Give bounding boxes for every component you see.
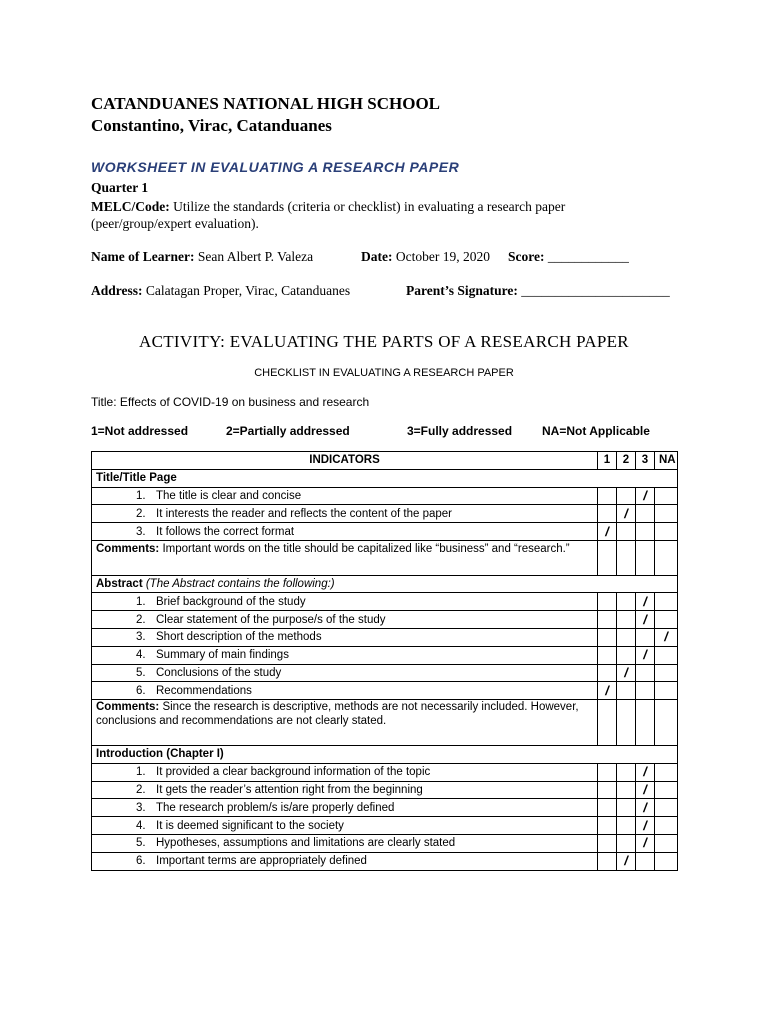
check-mark: / (643, 487, 647, 503)
comment-space-empty-cell (598, 728, 617, 745)
activity-title: ACTIVITY: EVALUATING THE PARTS OF A RESEARCH PAPER (139, 332, 629, 351)
checklist-title: CHECKLIST IN EVALUATING A RESEARCH PAPER (254, 367, 514, 379)
indicator-cell (92, 487, 598, 505)
quarter-label: Quarter 1 (91, 180, 149, 195)
learner-label: Name of Learner: (91, 249, 195, 264)
check-mark: / (643, 764, 647, 780)
table-row (92, 817, 678, 835)
signature-label: Parent’s Signature: (406, 283, 518, 298)
comment-space-empty-cell (598, 558, 617, 575)
comment-space-empty-cell (636, 558, 655, 575)
indicator-text: It gets the reader’s attention right from the beginning (156, 783, 423, 796)
rating-cell-na (655, 505, 678, 523)
rating-cell-1 (598, 664, 617, 682)
comment-label: Comments: (96, 543, 160, 556)
section-title-text: Title/Title Page (96, 472, 177, 485)
rating-cell-1 (598, 523, 617, 541)
comment-label: Comments: (96, 701, 160, 714)
rating-cell-3 (636, 682, 655, 700)
table-row (92, 505, 678, 523)
indicator-number: 5. (136, 837, 146, 850)
header-2: 2 (617, 452, 636, 470)
indicator-text: Brief background of the study (156, 595, 306, 608)
rating-cell-1 (598, 852, 617, 870)
table-row (92, 799, 678, 817)
table-row (92, 852, 678, 870)
legend-not-applicable: NA=Not Applicable (542, 424, 650, 438)
indicator-number: 5. (136, 666, 146, 679)
indicator-number: 3. (136, 525, 146, 538)
check-mark: / (643, 799, 647, 815)
section-title-text: Introduction (Chapter I) (96, 748, 224, 761)
header-1: 1 (598, 452, 617, 470)
rating-cell-3 (636, 834, 655, 852)
rating-cell-3 (636, 487, 655, 505)
indicator-cell (92, 505, 598, 523)
rating-cell-1 (598, 817, 617, 835)
indicator-text: Important terms are appropriately defined (156, 855, 367, 868)
rating-cell-3 (636, 664, 655, 682)
comment-empty-cell (598, 540, 617, 557)
indicator-number: 1. (136, 766, 146, 779)
table-row (92, 682, 678, 700)
comment-empty-cell (617, 540, 636, 557)
rating-cell-2 (617, 505, 636, 523)
rating-cell-1 (598, 628, 617, 646)
rating-cell-2 (617, 523, 636, 541)
section-row (92, 575, 678, 593)
indicator-cell (92, 628, 598, 646)
comment-empty-cell (636, 700, 655, 729)
indicator-cell (92, 852, 598, 870)
indicator-text: It interests the reader and reflects the content of the paper (156, 507, 452, 520)
table-row (92, 487, 678, 505)
rating-cell-2 (617, 834, 636, 852)
rating-cell-3 (636, 817, 655, 835)
comment-space-row (92, 728, 678, 745)
rating-cell-na (655, 763, 678, 781)
legend-not-addressed: 1=Not addressed (91, 424, 189, 438)
rating-cell-3 (636, 505, 655, 523)
rating-cell-2 (617, 664, 636, 682)
check-mark: / (643, 781, 647, 797)
check-mark: / (624, 505, 628, 521)
indicator-number: 4. (136, 819, 146, 832)
header-3: 3 (636, 452, 655, 470)
indicator-text: Recommendations (156, 684, 252, 697)
indicator-cell (92, 834, 598, 852)
melc-code (91, 198, 631, 232)
indicator-cell (92, 593, 598, 611)
comment-empty-cell (617, 700, 636, 729)
comment-space-cell (92, 558, 598, 575)
indicator-number: 2. (136, 507, 146, 520)
rating-cell-3 (636, 523, 655, 541)
table-row (92, 646, 678, 664)
checklist-table (91, 451, 678, 871)
check-mark: / (643, 611, 647, 627)
check-mark: / (643, 817, 647, 833)
rating-cell-na (655, 628, 678, 646)
rating-cell-na (655, 664, 678, 682)
check-mark: / (643, 647, 647, 663)
check-mark: / (624, 664, 628, 680)
rating-cell-3 (636, 593, 655, 611)
comment-space-empty-cell (617, 728, 636, 745)
section-row (92, 469, 678, 487)
rating-cell-3 (636, 852, 655, 870)
section-subtitle: (The Abstract contains the following:) (142, 577, 335, 590)
indicator-text: It is deemed significant to the society (156, 819, 344, 832)
comment-space-empty-cell (655, 558, 678, 575)
indicator-text: Summary of main findings (156, 649, 289, 662)
rating-cell-1 (598, 646, 617, 664)
section-title (92, 745, 678, 763)
rating-cell-1 (598, 834, 617, 852)
rating-cell-na (655, 682, 678, 700)
indicator-text: Short description of the methods (156, 631, 322, 644)
rating-cell-na (655, 611, 678, 629)
rating-cell-1 (598, 799, 617, 817)
date-field (361, 249, 490, 265)
indicator-text: Hypotheses, assumptions and limitations are clearly stated (156, 837, 456, 850)
rating-cell-2 (617, 593, 636, 611)
indicator-cell (92, 611, 598, 629)
header-na: NA (655, 452, 678, 470)
section-title (92, 575, 678, 593)
comment-space-empty-cell (636, 728, 655, 745)
rating-cell-na (655, 593, 678, 611)
learner-field (91, 249, 313, 265)
rating-cell-2 (617, 611, 636, 629)
rating-cell-2 (617, 763, 636, 781)
comment-row (92, 540, 678, 557)
indicator-number: 3. (136, 801, 146, 814)
learner-value: Sean Albert P. Valeza (197, 249, 314, 264)
paper-title: Title: Effects of COVID-19 on business and research (91, 395, 370, 409)
rating-cell-3 (636, 611, 655, 629)
indicator-text: The title is clear and concise (156, 489, 302, 502)
indicator-cell (92, 646, 598, 664)
rating-cell-1 (598, 505, 617, 523)
score-field (508, 249, 629, 265)
signature-value: ______________________ (521, 283, 670, 298)
table-row (92, 834, 678, 852)
address-label: Address: (91, 283, 143, 298)
school-name: CATANDUANES NATIONAL HIGH SCHOOL (91, 94, 441, 113)
rating-cell-na (655, 487, 678, 505)
section-title (92, 469, 678, 487)
rating-cell-3 (636, 646, 655, 664)
rating-cell-na (655, 781, 678, 799)
indicator-text: Conclusions of the study (156, 666, 282, 679)
comment-row (92, 700, 678, 729)
comment-space-row (92, 558, 678, 575)
table-row (92, 763, 678, 781)
indicator-cell (92, 763, 598, 781)
section-title-text: Abstract (96, 577, 143, 590)
rating-cell-2 (617, 799, 636, 817)
rating-cell-1 (598, 593, 617, 611)
address-field (91, 283, 350, 299)
rating-cell-na (655, 834, 678, 852)
date-value: October 19, 2020 (395, 249, 490, 264)
rating-cell-2 (617, 817, 636, 835)
indicator-number: 2. (136, 783, 146, 796)
comment-text: Important words on the title should be capitalized like “business” and “research.” (159, 543, 570, 556)
indicator-cell (92, 682, 598, 700)
indicator-cell (92, 781, 598, 799)
indicator-text: The research problem/s is/are properly defined (156, 801, 395, 814)
school-location: Constantino, Virac, Catanduanes (91, 116, 332, 135)
check-mark: / (605, 682, 609, 698)
comment-cell (92, 540, 598, 557)
rating-cell-2 (617, 852, 636, 870)
indicator-cell (92, 817, 598, 835)
melc-text: Utilize the standards (criteria or checklist) in evaluating a research paper (peer/group/expert evaluation). (91, 199, 566, 231)
rating-cell-1 (598, 763, 617, 781)
indicator-cell (92, 799, 598, 817)
check-mark: / (605, 523, 609, 539)
indicator-number: 6. (136, 684, 146, 697)
check-mark: / (643, 835, 647, 851)
header-indicators: INDICATORS (92, 452, 598, 470)
signature-field (406, 283, 670, 299)
rating-cell-3 (636, 799, 655, 817)
rating-cell-1 (598, 487, 617, 505)
legend-fully-addressed: 3=Fully addressed (407, 424, 513, 438)
worksheet-title: WORKSHEET IN EVALUATING A RESEARCH PAPER (91, 159, 460, 175)
rating-cell-na (655, 817, 678, 835)
indicator-text: Clear statement of the purpose/s of the study (156, 613, 386, 626)
table-header-row (92, 452, 678, 470)
rating-cell-na (655, 523, 678, 541)
rating-cell-2 (617, 487, 636, 505)
comment-space-cell (92, 728, 598, 745)
table-row (92, 611, 678, 629)
comment-empty-cell (655, 700, 678, 729)
comment-cell (92, 700, 598, 729)
table-row (92, 628, 678, 646)
indicator-cell (92, 664, 598, 682)
indicator-number: 2. (136, 613, 146, 626)
rating-cell-na (655, 646, 678, 664)
comment-text: Since the research is descriptive, methods are not necessarily included. However, conclusions and recommendations are not clearly stated. (96, 701, 579, 728)
rating-cell-1 (598, 781, 617, 799)
indicator-number: 1. (136, 489, 146, 502)
indicator-number: 4. (136, 649, 146, 662)
indicator-number: 3. (136, 631, 146, 644)
comment-space-empty-cell (617, 558, 636, 575)
check-mark: / (664, 629, 668, 645)
melc-label: MELC/Code: (91, 199, 170, 214)
rating-cell-2 (617, 628, 636, 646)
legend-partially-addressed: 2=Partially addressed (226, 424, 350, 438)
comment-empty-cell (655, 540, 678, 557)
score-label: Score: (508, 249, 545, 264)
table-row (92, 523, 678, 541)
score-value: ____________ (547, 249, 629, 264)
rating-cell-na (655, 852, 678, 870)
comment-empty-cell (598, 700, 617, 729)
indicator-number: 1. (136, 595, 146, 608)
section-row (92, 745, 678, 763)
rating-cell-2 (617, 682, 636, 700)
indicator-cell (92, 523, 598, 541)
table-row (92, 664, 678, 682)
rating-cell-1 (598, 611, 617, 629)
comment-empty-cell (636, 540, 655, 557)
table-body (92, 469, 678, 870)
check-mark: / (624, 853, 628, 869)
rating-cell-2 (617, 646, 636, 664)
indicator-text: It follows the correct format (156, 525, 295, 538)
rating-cell-3 (636, 628, 655, 646)
indicator-number: 6. (136, 855, 146, 868)
rating-cell-2 (617, 781, 636, 799)
rating-cell-3 (636, 781, 655, 799)
indicator-text: It provided a clear background information of the topic (156, 766, 431, 779)
check-mark: / (643, 593, 647, 609)
address-value: Calatagan Proper, Virac, Catanduanes (145, 283, 351, 298)
rating-cell-1 (598, 682, 617, 700)
rating-cell-na (655, 799, 678, 817)
table-row (92, 593, 678, 611)
comment-space-empty-cell (655, 728, 678, 745)
rating-cell-3 (636, 763, 655, 781)
table-row (92, 781, 678, 799)
date-label: Date: (361, 249, 393, 264)
